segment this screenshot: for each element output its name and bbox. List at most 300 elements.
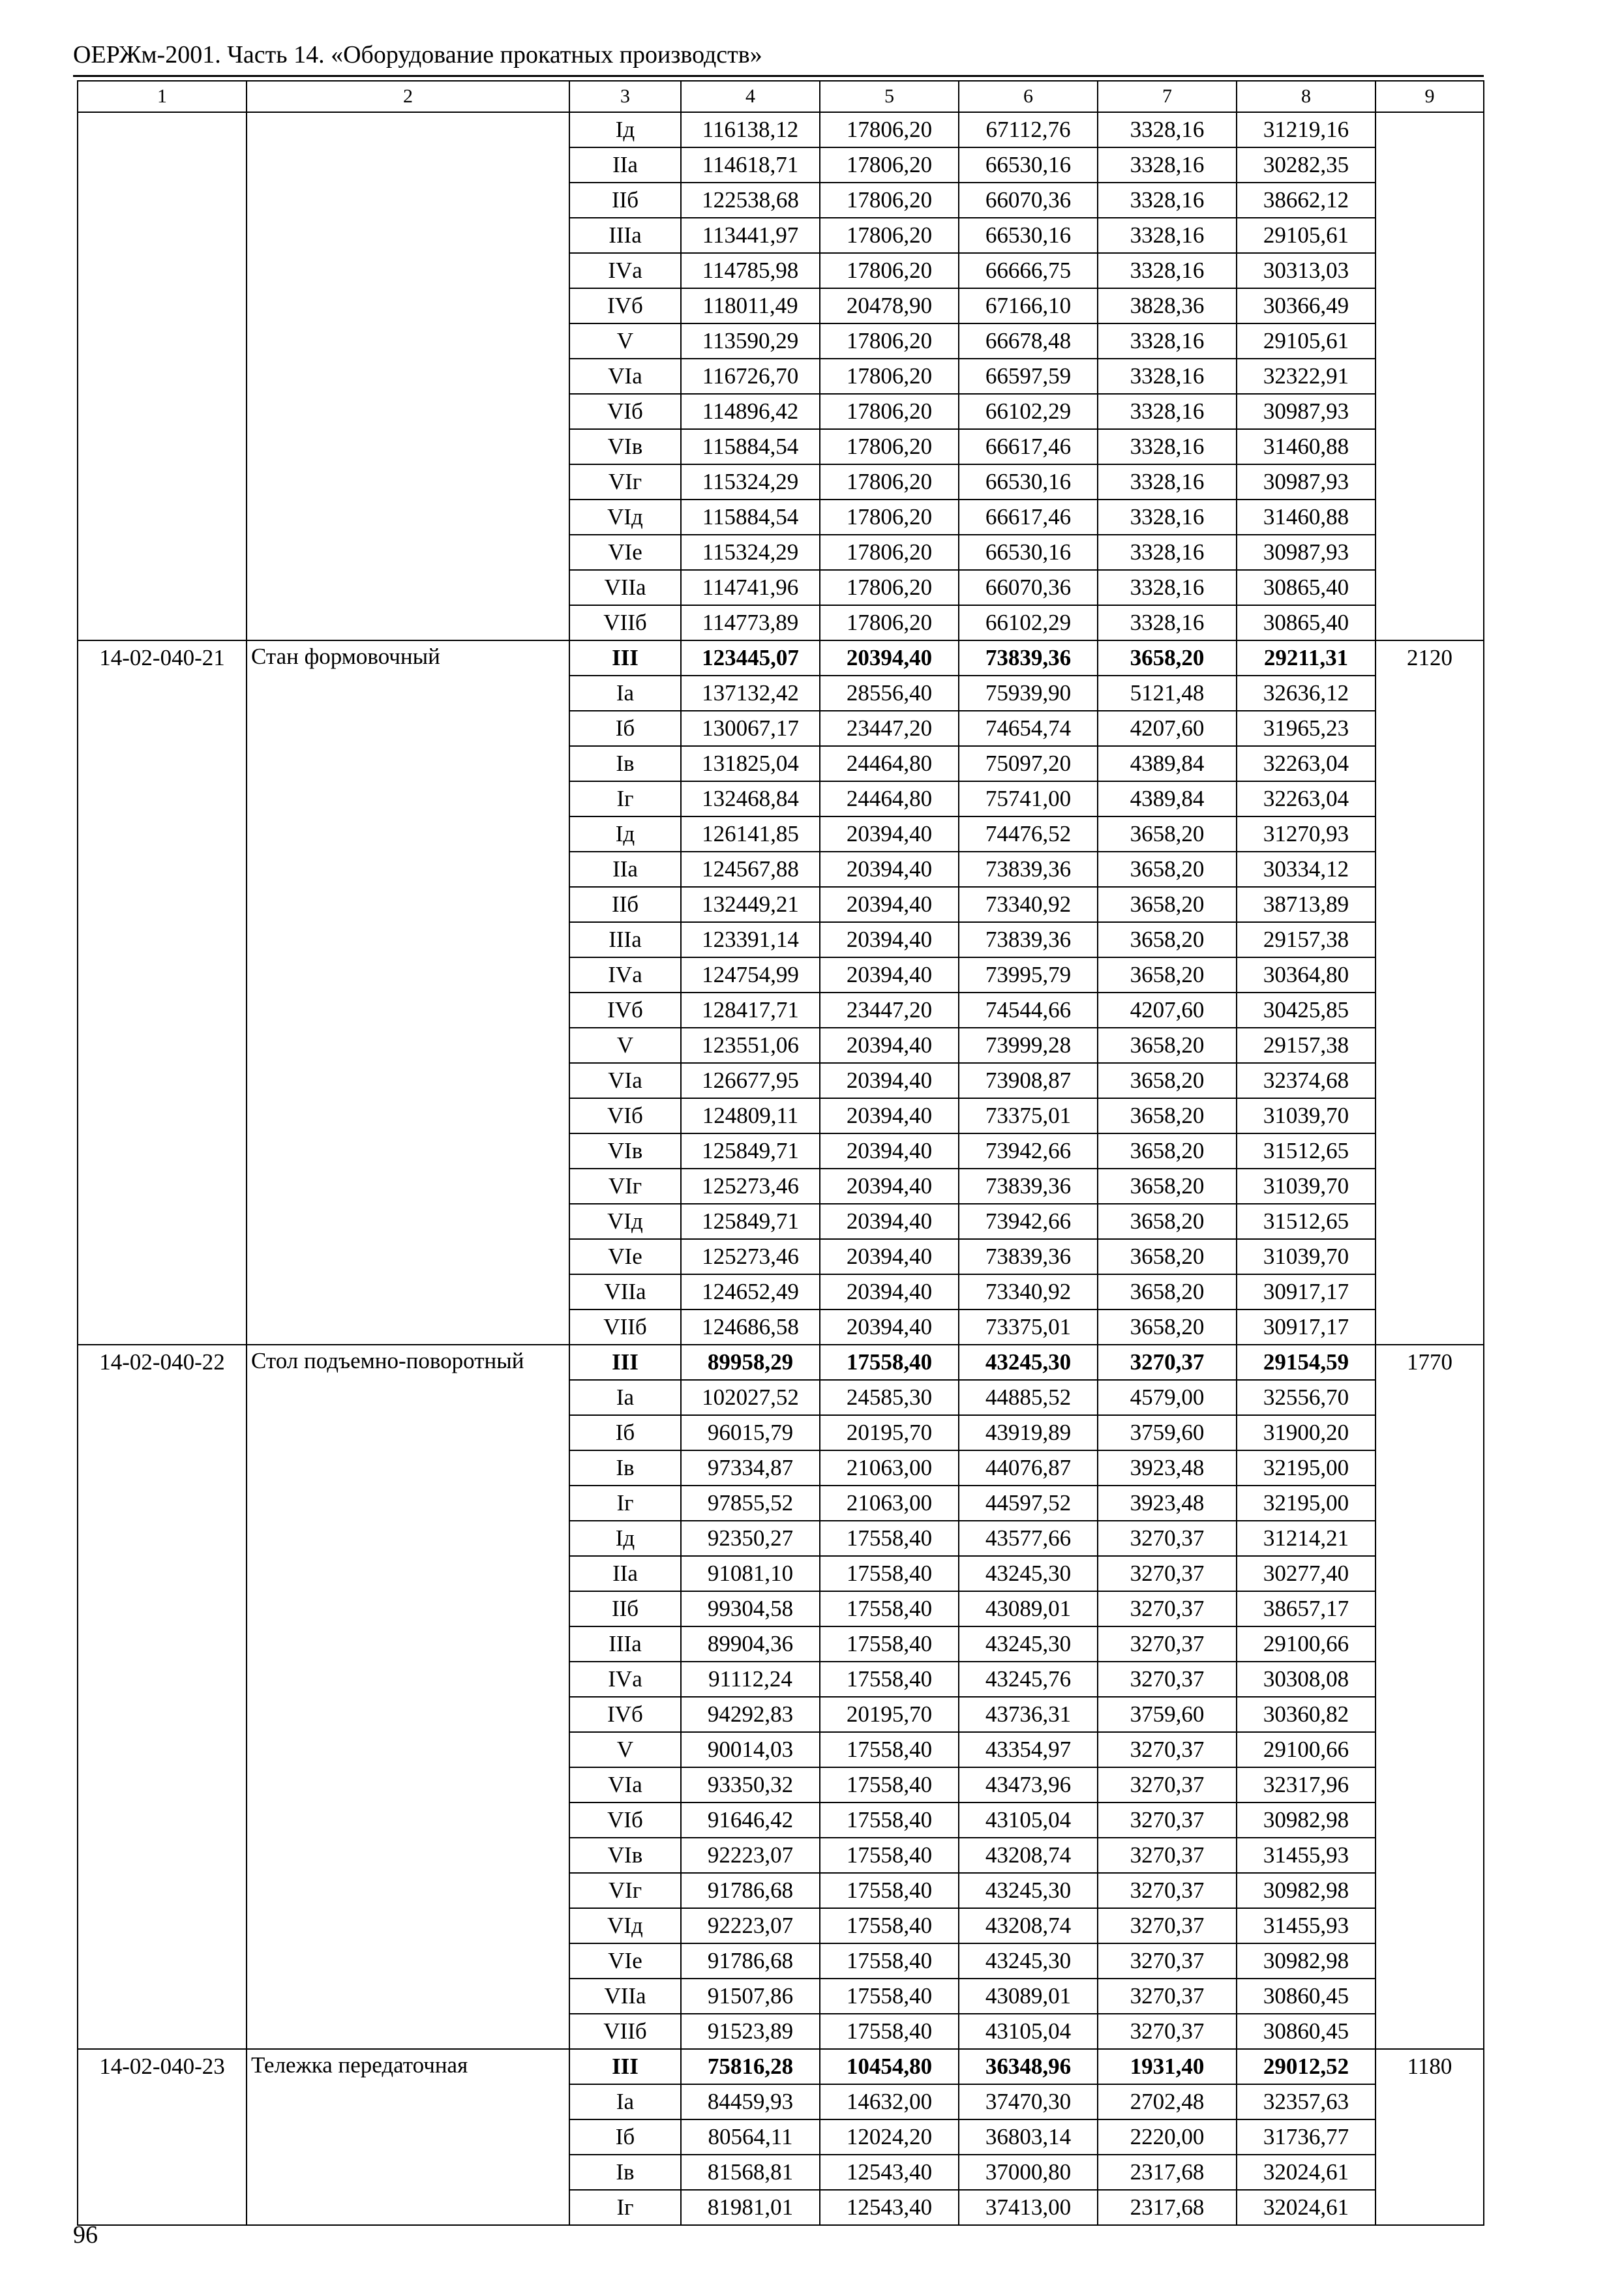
value-cell: 43245,30: [959, 1873, 1098, 1908]
column-number-row: [78, 81, 1484, 112]
value-cell: 17558,40: [820, 1979, 959, 2014]
value-cell: 31460,88: [1237, 500, 1376, 535]
value-cell: 66530,16: [959, 147, 1098, 183]
value-cell: 125273,46: [681, 1169, 820, 1204]
value-cell: 31039,70: [1237, 1239, 1376, 1274]
region-code: V: [569, 323, 681, 359]
region-code: VIд: [569, 1908, 681, 1943]
region-code: Iв: [569, 1450, 681, 1486]
value-cell: 81568,81: [681, 2155, 820, 2190]
item-name: Тележка передаточная: [247, 2049, 569, 2225]
region-code: VIг: [569, 1169, 681, 1204]
value-cell: 126141,85: [681, 816, 820, 852]
value-cell: 17806,20: [820, 359, 959, 394]
value-cell: 43919,89: [959, 1415, 1098, 1450]
region-code: VIIа: [569, 570, 681, 605]
value-cell: 20394,40: [820, 1169, 959, 1204]
value-cell: 73340,92: [959, 1274, 1098, 1309]
table-row: [78, 1345, 1484, 1380]
value-cell: 3759,60: [1098, 1697, 1237, 1732]
value-cell: 73942,66: [959, 1204, 1098, 1239]
value-cell: 20394,40: [820, 1239, 959, 1274]
value-cell: 3270,37: [1098, 2014, 1237, 2049]
value-cell: 66617,46: [959, 500, 1098, 535]
value-cell: 73908,87: [959, 1063, 1098, 1098]
region-code: VIб: [569, 1098, 681, 1133]
region-code: Iг: [569, 1486, 681, 1521]
value-cell: 17806,20: [820, 535, 959, 570]
region-code: VIа: [569, 1063, 681, 1098]
value-cell: 80564,11: [681, 2119, 820, 2155]
value-cell: 66666,75: [959, 253, 1098, 288]
value-cell: 66530,16: [959, 464, 1098, 500]
value-cell: 17558,40: [820, 1345, 959, 1380]
value-cell: 3658,20: [1098, 1239, 1237, 1274]
value-cell: 3270,37: [1098, 1556, 1237, 1591]
value-cell: 3658,20: [1098, 1063, 1237, 1098]
column-number: 1: [78, 81, 247, 112]
value-cell: 17558,40: [820, 2014, 959, 2049]
value-cell: 12543,40: [820, 2155, 959, 2190]
value-cell: 94292,83: [681, 1697, 820, 1732]
region-code: III: [569, 2049, 681, 2084]
region-code: VIб: [569, 1803, 681, 1838]
value-cell: 73375,01: [959, 1309, 1098, 1345]
value-cell: 73999,28: [959, 1028, 1098, 1063]
value-cell: 32024,61: [1237, 2190, 1376, 2225]
value-cell: 20394,40: [820, 922, 959, 957]
region-code: IIIа: [569, 218, 681, 253]
value-cell: 38662,12: [1237, 183, 1376, 218]
region-code: VIб: [569, 394, 681, 429]
value-cell: 74476,52: [959, 816, 1098, 852]
value-cell: 115324,29: [681, 464, 820, 500]
value-cell: 17558,40: [820, 1767, 959, 1803]
value-cell: 91523,89: [681, 2014, 820, 2049]
value-cell: 17558,40: [820, 1943, 959, 1979]
table-row: [78, 640, 1484, 676]
region-code: Iд: [569, 816, 681, 852]
value-cell: 113441,97: [681, 218, 820, 253]
value-cell: 43354,97: [959, 1732, 1098, 1767]
value-cell: 3328,16: [1098, 218, 1237, 253]
value-cell: 17558,40: [820, 1521, 959, 1556]
value-cell: 113590,29: [681, 323, 820, 359]
region-code: Iа: [569, 1380, 681, 1415]
value-cell: 3270,37: [1098, 1521, 1237, 1556]
value-cell: 2317,68: [1098, 2155, 1237, 2190]
value-cell: 3658,20: [1098, 1098, 1237, 1133]
region-code: Iг: [569, 781, 681, 816]
value-cell: 123391,14: [681, 922, 820, 957]
value-cell: 3328,16: [1098, 500, 1237, 535]
column-number: 3: [569, 81, 681, 112]
value-cell: 32263,04: [1237, 781, 1376, 816]
value-cell: 32195,00: [1237, 1450, 1376, 1486]
value-cell: 137132,42: [681, 676, 820, 711]
value-cell: 92223,07: [681, 1908, 820, 1943]
value-cell: 29100,66: [1237, 1626, 1376, 1662]
value-cell: 66102,29: [959, 605, 1098, 640]
value-cell: 3658,20: [1098, 852, 1237, 887]
value-cell: 30360,82: [1237, 1697, 1376, 1732]
value-cell: 3270,37: [1098, 1838, 1237, 1873]
value-cell: 92350,27: [681, 1521, 820, 1556]
value-cell: 43089,01: [959, 1979, 1098, 2014]
value-cell: 93350,32: [681, 1767, 820, 1803]
value-cell: 36348,96: [959, 2049, 1098, 2084]
region-code: IVа: [569, 957, 681, 993]
region-code: V: [569, 1732, 681, 1767]
value-cell: 74544,66: [959, 993, 1098, 1028]
value-cell: 3328,16: [1098, 605, 1237, 640]
value-cell: 1931,40: [1098, 2049, 1237, 2084]
value-cell: 32195,00: [1237, 1486, 1376, 1521]
value-cell: 89904,36: [681, 1626, 820, 1662]
value-cell: 73839,36: [959, 922, 1098, 957]
value-cell: 37413,00: [959, 2190, 1098, 2225]
value-cell: 66102,29: [959, 394, 1098, 429]
region-code: VIв: [569, 1133, 681, 1169]
table-row: [78, 2049, 1484, 2084]
value-cell: 30982,98: [1237, 1873, 1376, 1908]
value-cell: 20394,40: [820, 887, 959, 922]
region-code: VIг: [569, 1873, 681, 1908]
value-cell: 75741,00: [959, 781, 1098, 816]
value-cell: 29100,66: [1237, 1732, 1376, 1767]
header-rule: [73, 75, 1484, 77]
value-cell: 75939,90: [959, 676, 1098, 711]
value-cell: 5121,48: [1098, 676, 1237, 711]
value-cell: 17558,40: [820, 1662, 959, 1697]
value-cell: 130067,17: [681, 711, 820, 746]
value-cell: 30308,08: [1237, 1662, 1376, 1697]
value-cell: 43473,96: [959, 1767, 1098, 1803]
item-name: Стол подъемно-поворотный: [247, 1345, 569, 2049]
value-cell: 31965,23: [1237, 711, 1376, 746]
value-cell: 3270,37: [1098, 1626, 1237, 1662]
value-cell: 32357,63: [1237, 2084, 1376, 2119]
value-cell: 114896,42: [681, 394, 820, 429]
region-code: VIIб: [569, 2014, 681, 2049]
value-cell: 43089,01: [959, 1591, 1098, 1626]
item-code: 14-02-040-23: [78, 2049, 247, 2225]
value-cell: 30334,12: [1237, 852, 1376, 887]
region-code: IIа: [569, 1556, 681, 1591]
value-cell: 30987,93: [1237, 394, 1376, 429]
page-number: 96: [73, 2221, 98, 2249]
value-cell: 31736,77: [1237, 2119, 1376, 2155]
value-cell: 31455,93: [1237, 1838, 1376, 1873]
value-cell: 2220,00: [1098, 2119, 1237, 2155]
item-name: Стан формовочный: [247, 640, 569, 1345]
value-cell: 3270,37: [1098, 1591, 1237, 1626]
region-code: Iв: [569, 2155, 681, 2190]
column-number: 5: [820, 81, 959, 112]
value-cell: 3658,20: [1098, 1204, 1237, 1239]
value-cell: 114785,98: [681, 253, 820, 288]
region-code: III: [569, 1345, 681, 1380]
region-code: VIд: [569, 500, 681, 535]
value-cell: 4207,60: [1098, 993, 1237, 1028]
value-cell: 30987,93: [1237, 535, 1376, 570]
value-cell: 17558,40: [820, 1873, 959, 1908]
value-cell: 31460,88: [1237, 429, 1376, 464]
value-cell: 2317,68: [1098, 2190, 1237, 2225]
value-cell: 21063,00: [820, 1486, 959, 1521]
value-cell: 31900,20: [1237, 1415, 1376, 1450]
value-cell: 3328,16: [1098, 535, 1237, 570]
region-code: IIб: [569, 1591, 681, 1626]
value-cell: 20195,70: [820, 1697, 959, 1732]
value-cell: 23447,20: [820, 993, 959, 1028]
value-cell: 38657,17: [1237, 1591, 1376, 1626]
value-cell: 91081,10: [681, 1556, 820, 1591]
value-cell: 124686,58: [681, 1309, 820, 1345]
item-code: 14-02-040-22: [78, 1345, 247, 2049]
value-cell: 30987,93: [1237, 464, 1376, 500]
region-code: Iа: [569, 676, 681, 711]
value-cell: 3270,37: [1098, 1662, 1237, 1697]
value-cell: 20394,40: [820, 640, 959, 676]
value-cell: 17806,20: [820, 183, 959, 218]
value-cell: 99304,58: [681, 1591, 820, 1626]
value-cell: 43208,74: [959, 1908, 1098, 1943]
value-cell: 66530,16: [959, 218, 1098, 253]
column-number: 9: [1376, 81, 1484, 112]
value-cell: 17806,20: [820, 112, 959, 147]
value-cell: 114773,89: [681, 605, 820, 640]
value-cell: 114741,96: [681, 570, 820, 605]
region-code: Iд: [569, 112, 681, 147]
value-cell: 3328,16: [1098, 570, 1237, 605]
value-cell: 3658,20: [1098, 957, 1237, 993]
value-cell: 3328,16: [1098, 112, 1237, 147]
value-cell: 73942,66: [959, 1133, 1098, 1169]
item-name: [247, 112, 569, 640]
value-cell: 32556,70: [1237, 1380, 1376, 1415]
item-code: 14-02-040-21: [78, 640, 247, 1345]
value-cell: 132468,84: [681, 781, 820, 816]
value-cell: 91646,42: [681, 1803, 820, 1838]
value-cell: 74654,74: [959, 711, 1098, 746]
value-cell: 92223,07: [681, 1838, 820, 1873]
value-cell: 43105,04: [959, 2014, 1098, 2049]
region-code: VIе: [569, 1943, 681, 1979]
column-number: 7: [1098, 81, 1237, 112]
value-cell: 66530,16: [959, 535, 1098, 570]
value-cell: 17558,40: [820, 1838, 959, 1873]
region-code: IVб: [569, 288, 681, 323]
value-cell: 66678,48: [959, 323, 1098, 359]
value-cell: 66597,59: [959, 359, 1098, 394]
value-cell: 38713,89: [1237, 887, 1376, 922]
value-cell: 3328,16: [1098, 323, 1237, 359]
value-cell: 30865,40: [1237, 605, 1376, 640]
value-cell: 31219,16: [1237, 112, 1376, 147]
region-code: VIIб: [569, 605, 681, 640]
table-row: [78, 112, 1484, 147]
value-cell: 115884,54: [681, 429, 820, 464]
value-cell: 73340,92: [959, 887, 1098, 922]
value-cell: 3270,37: [1098, 1908, 1237, 1943]
value-cell: 132449,21: [681, 887, 820, 922]
value-cell: 97855,52: [681, 1486, 820, 1521]
value-cell: 43245,30: [959, 1626, 1098, 1662]
value-cell: 4579,00: [1098, 1380, 1237, 1415]
value-cell: 31270,93: [1237, 816, 1376, 852]
value-cell: 29211,31: [1237, 640, 1376, 676]
value-cell: 125849,71: [681, 1133, 820, 1169]
value-cell: 91786,68: [681, 1873, 820, 1908]
value-cell: 43245,30: [959, 1556, 1098, 1591]
value-cell: 17558,40: [820, 1591, 959, 1626]
value-cell: 43245,30: [959, 1943, 1098, 1979]
value-cell: 30982,98: [1237, 1943, 1376, 1979]
value-cell: 118011,49: [681, 288, 820, 323]
value-cell: 29105,61: [1237, 323, 1376, 359]
region-code: VIа: [569, 359, 681, 394]
value-cell: 44076,87: [959, 1450, 1098, 1486]
value-cell: 30277,40: [1237, 1556, 1376, 1591]
value-cell: 31039,70: [1237, 1169, 1376, 1204]
value-cell: 20394,40: [820, 1098, 959, 1133]
region-code: VIв: [569, 1838, 681, 1873]
region-code: VIе: [569, 1239, 681, 1274]
page-header: ОЕРЖм-2001. Часть 14. «Оборудование прокатных производств»: [73, 41, 762, 68]
value-cell: 20394,40: [820, 1133, 959, 1169]
value-cell: 124754,99: [681, 957, 820, 993]
value-cell: 44885,52: [959, 1380, 1098, 1415]
value-cell: 4389,84: [1098, 781, 1237, 816]
value-cell: 67112,76: [959, 112, 1098, 147]
value-cell: 20394,40: [820, 1028, 959, 1063]
region-code: VIа: [569, 1767, 681, 1803]
value-cell: 97334,87: [681, 1450, 820, 1486]
value-cell: 17806,20: [820, 429, 959, 464]
value-cell: 29154,59: [1237, 1345, 1376, 1380]
value-cell: 114618,71: [681, 147, 820, 183]
value-cell: 3328,16: [1098, 394, 1237, 429]
value-cell: 17558,40: [820, 1732, 959, 1767]
value-cell: 125849,71: [681, 1204, 820, 1239]
value-cell: 43105,04: [959, 1803, 1098, 1838]
value-cell: 30982,98: [1237, 1803, 1376, 1838]
value-cell: 73375,01: [959, 1098, 1098, 1133]
value-cell: 20394,40: [820, 852, 959, 887]
value-cell: 126677,95: [681, 1063, 820, 1098]
value-cell: 3658,20: [1098, 640, 1237, 676]
value-cell: 20394,40: [820, 1204, 959, 1239]
value-cell: 20394,40: [820, 957, 959, 993]
value-cell: 124652,49: [681, 1274, 820, 1309]
value-cell: 20394,40: [820, 816, 959, 852]
value-cell: 29105,61: [1237, 218, 1376, 253]
value-cell: 3759,60: [1098, 1415, 1237, 1450]
value-cell: 20478,90: [820, 288, 959, 323]
region-code: III: [569, 640, 681, 676]
region-code: IVб: [569, 993, 681, 1028]
value-cell: 30860,45: [1237, 2014, 1376, 2049]
value-cell: 75097,20: [959, 746, 1098, 781]
value-cell: 3270,37: [1098, 1873, 1237, 1908]
value-cell: 44597,52: [959, 1486, 1098, 1521]
value-cell: 84459,93: [681, 2084, 820, 2119]
value-cell: 3328,16: [1098, 183, 1237, 218]
value-cell: 12024,20: [820, 2119, 959, 2155]
value-cell: 30313,03: [1237, 253, 1376, 288]
region-code: IIа: [569, 147, 681, 183]
value-cell: 116138,12: [681, 112, 820, 147]
value-cell: 4207,60: [1098, 711, 1237, 746]
value-cell: 4389,84: [1098, 746, 1237, 781]
value-cell: 24464,80: [820, 781, 959, 816]
value-cell: 17806,20: [820, 253, 959, 288]
region-code: VIг: [569, 464, 681, 500]
region-code: VIIа: [569, 1274, 681, 1309]
value-cell: 28556,40: [820, 676, 959, 711]
region-code: Iб: [569, 711, 681, 746]
value-cell: 43245,76: [959, 1662, 1098, 1697]
region-code: Iв: [569, 746, 681, 781]
value-cell: 30917,17: [1237, 1274, 1376, 1309]
value-cell: 3270,37: [1098, 1979, 1237, 2014]
value-cell: 115884,54: [681, 500, 820, 535]
value-cell: 3658,20: [1098, 922, 1237, 957]
value-cell: 43245,30: [959, 1345, 1098, 1380]
value-cell: 96015,79: [681, 1415, 820, 1450]
value-cell: 32317,96: [1237, 1767, 1376, 1803]
value-cell: 90014,03: [681, 1732, 820, 1767]
value-cell: 43577,66: [959, 1521, 1098, 1556]
value-cell: 37000,80: [959, 2155, 1098, 2190]
value-cell: 3270,37: [1098, 1767, 1237, 1803]
value-cell: 20394,40: [820, 1063, 959, 1098]
value-cell: 17806,20: [820, 500, 959, 535]
value-cell: 3270,37: [1098, 1943, 1237, 1979]
value-cell: 73995,79: [959, 957, 1098, 993]
region-code: IIIа: [569, 1626, 681, 1662]
value-cell: 21063,00: [820, 1450, 959, 1486]
value-cell: 17806,20: [820, 323, 959, 359]
value-cell: 115324,29: [681, 535, 820, 570]
region-code: IIIа: [569, 922, 681, 957]
value-cell: 14632,00: [820, 2084, 959, 2119]
value-cell: 116726,70: [681, 359, 820, 394]
value-cell: 17806,20: [820, 147, 959, 183]
region-code: Iг: [569, 2190, 681, 2225]
region-code: VIIа: [569, 1979, 681, 2014]
value-cell: 30425,85: [1237, 993, 1376, 1028]
value-cell: 125273,46: [681, 1239, 820, 1274]
value-cell: 2702,48: [1098, 2084, 1237, 2119]
value-cell: 81981,01: [681, 2190, 820, 2225]
value-cell: 17558,40: [820, 1803, 959, 1838]
value-cell: 122538,68: [681, 183, 820, 218]
value-cell: 102027,52: [681, 1380, 820, 1415]
value-cell: 3328,16: [1098, 429, 1237, 464]
value-cell: 3328,16: [1098, 253, 1237, 288]
value-cell: 30282,35: [1237, 147, 1376, 183]
value-cell: 17806,20: [820, 464, 959, 500]
item-extra: 2120: [1376, 640, 1484, 1345]
value-cell: 24464,80: [820, 746, 959, 781]
value-cell: 36803,14: [959, 2119, 1098, 2155]
value-cell: 66070,36: [959, 183, 1098, 218]
value-cell: 124567,88: [681, 852, 820, 887]
region-code: Iб: [569, 1415, 681, 1450]
value-cell: 3658,20: [1098, 1133, 1237, 1169]
